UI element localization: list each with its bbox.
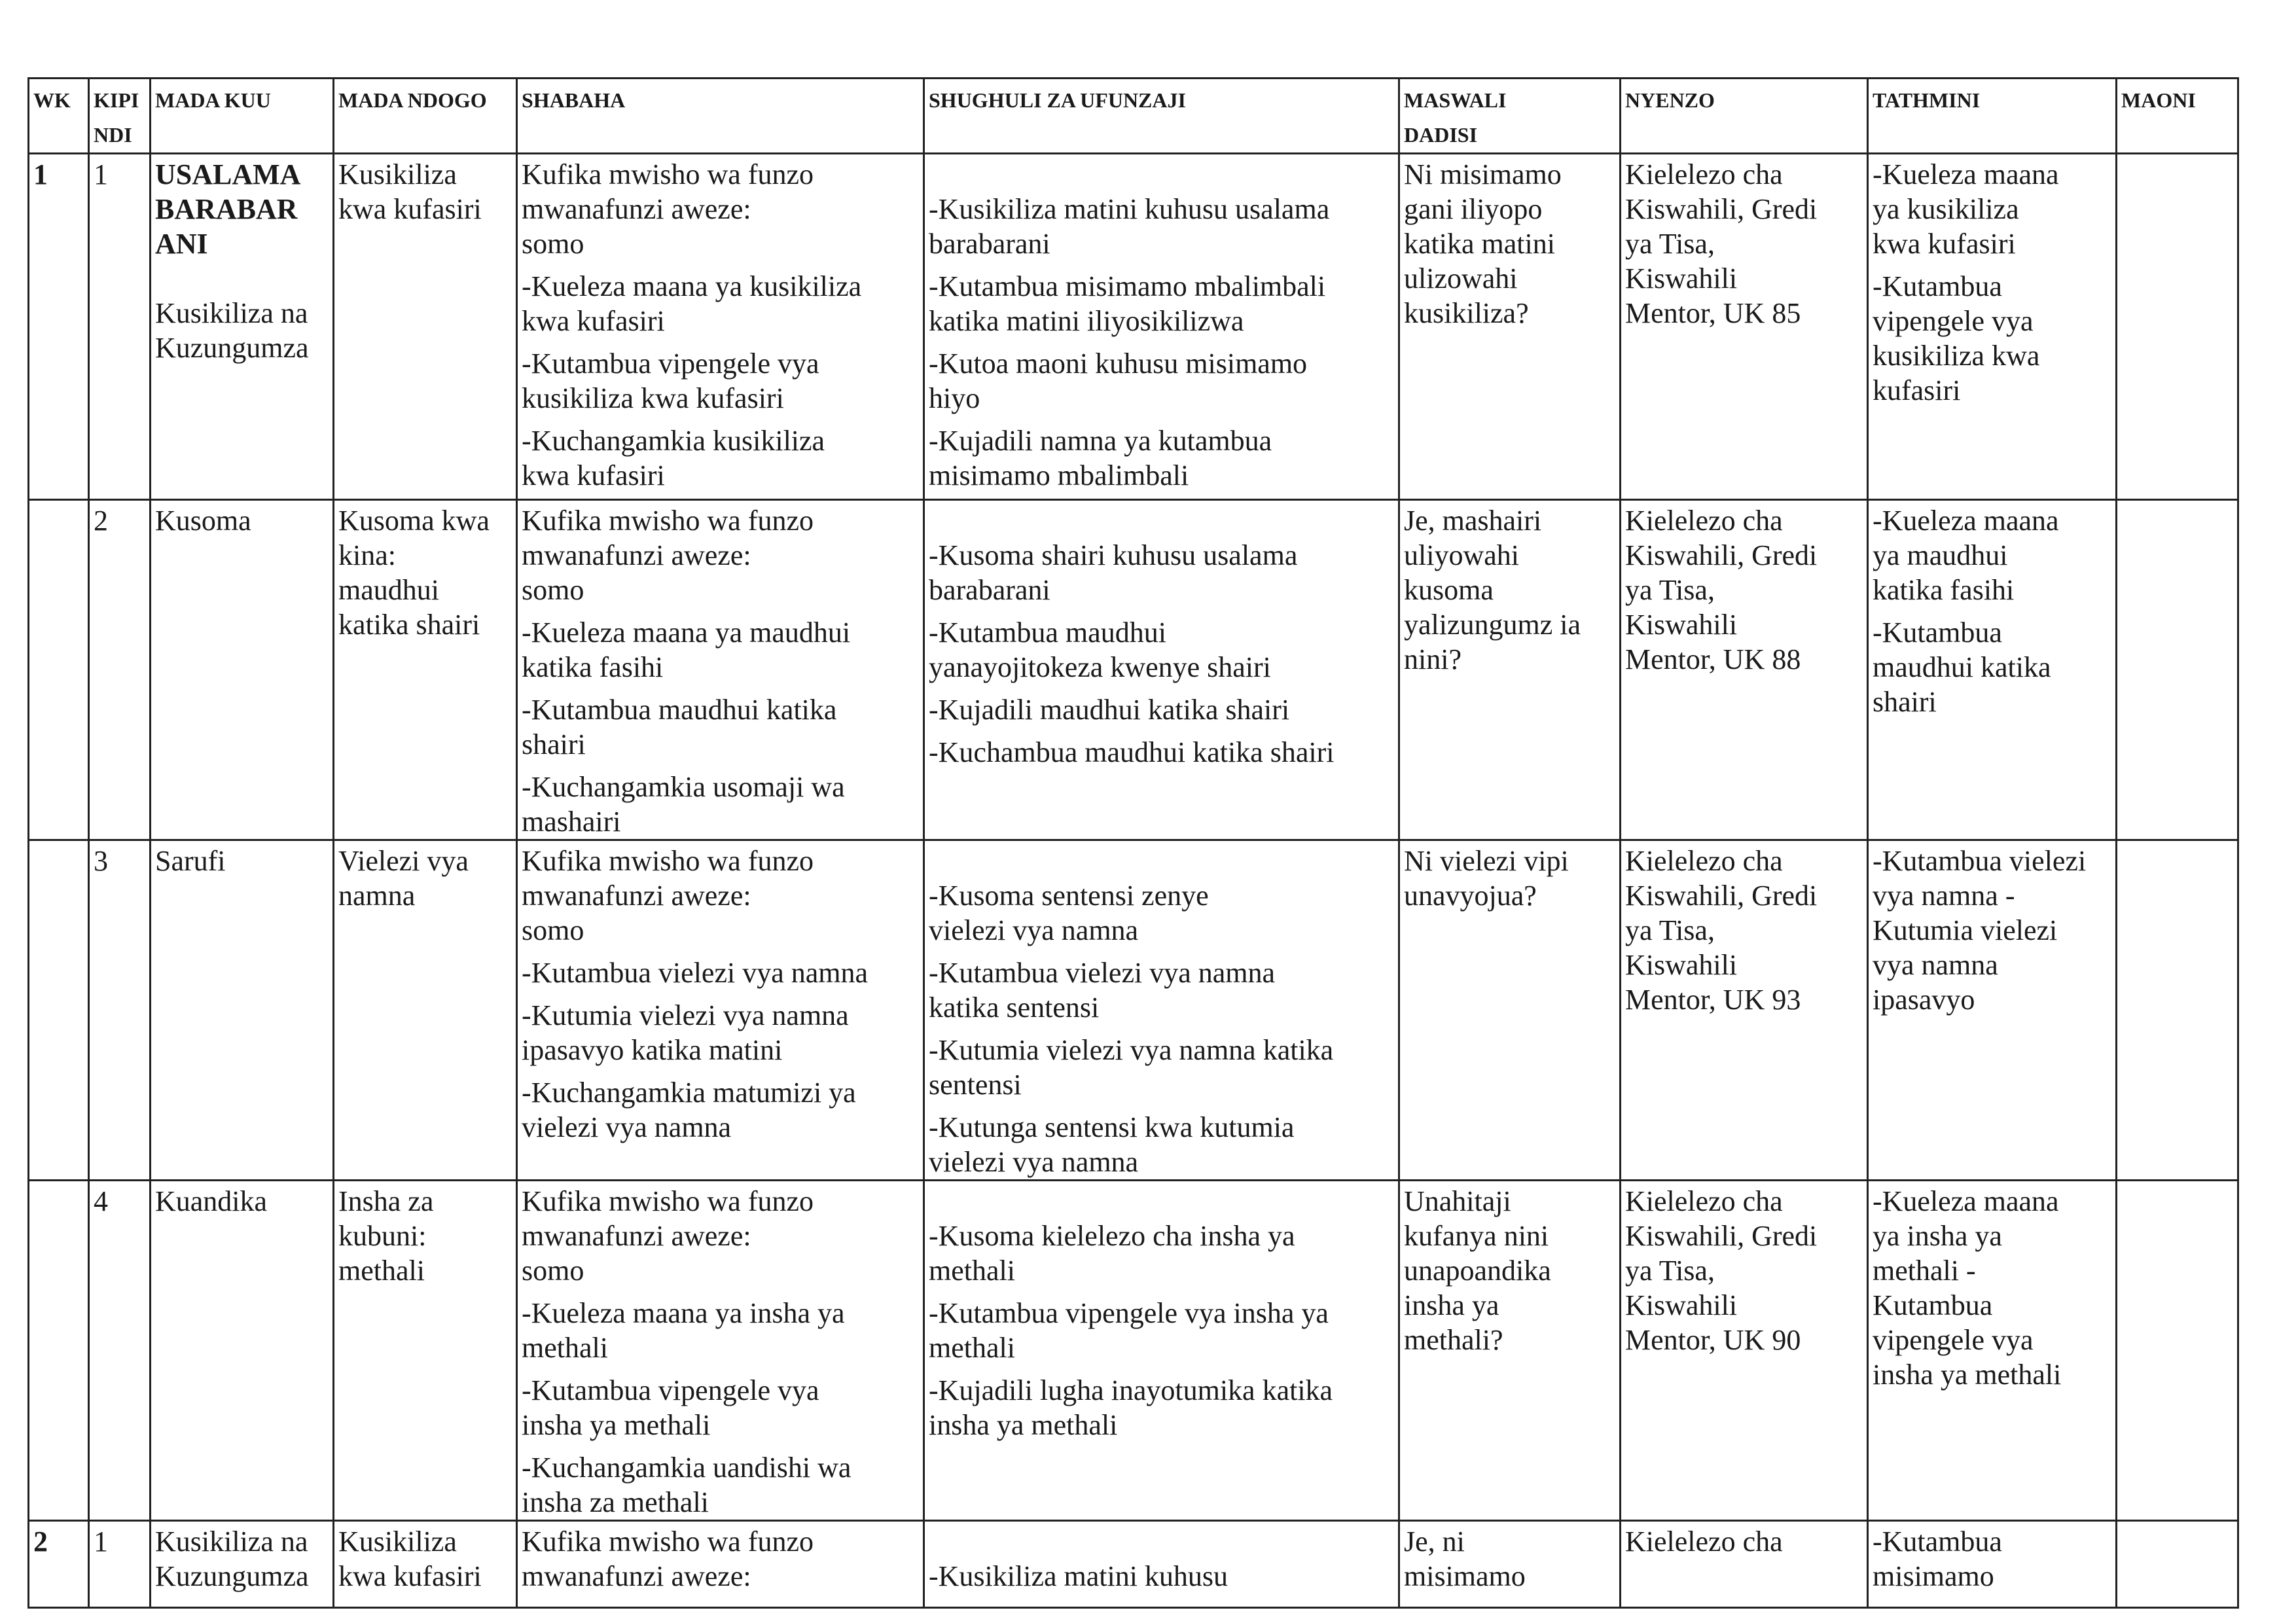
- tathmini-item: [1873, 844, 2113, 1017]
- shughuli-item-line: katika matini iliyosikilizwa: [929, 305, 1244, 337]
- nyenzo-line: Kielelezo cha: [1625, 505, 1783, 537]
- shabaha-item-line: -Kutambua maudhui katika: [522, 694, 837, 726]
- shabaha-cell: [517, 1181, 924, 1521]
- header-maswali: [1399, 79, 1621, 154]
- shabaha-item: [522, 1450, 920, 1520]
- nyenzo-line: Kielelezo cha: [1625, 158, 1783, 190]
- maswali-cell: [1399, 500, 1621, 840]
- tathmini-item: [1873, 269, 2113, 408]
- nyenzo-cell: [1621, 1181, 1868, 1521]
- shabaha-item-line: Kufika mwisho wa funzo: [522, 1525, 814, 1558]
- shabaha-item-line: mwanafunzi aweze:: [522, 880, 751, 912]
- shughuli-item-line: -Kutambua maudhui: [929, 616, 1166, 649]
- maswali-line: kufanya nini: [1404, 1220, 1549, 1252]
- shughuli-item: [929, 1373, 1395, 1442]
- tathmini-cell: [1868, 1181, 2117, 1521]
- nyenzo-line: Mentor, UK 88: [1625, 643, 1801, 675]
- header-mada-ndogo: MADA NDOGO: [334, 79, 517, 154]
- shabaha-item-line: -Kutambua vipengele vya: [522, 1374, 819, 1406]
- shughuli-item: [929, 1559, 1395, 1594]
- scheme-of-work-table: [27, 77, 2239, 1609]
- shabaha-item-line: vielezi vya namna: [522, 1111, 732, 1143]
- shabaha-item: [522, 1075, 920, 1145]
- maswali-line: Ni vielezi vipi: [1404, 845, 1569, 877]
- table-row: [29, 154, 2238, 500]
- shabaha-item: [522, 998, 920, 1067]
- maoni-cell: [2117, 1521, 2238, 1608]
- shabaha-item-line: ipasavyo katika matini: [522, 1034, 783, 1066]
- maswali-cell: [1399, 1181, 1621, 1521]
- shabaha-item-line: somo: [522, 228, 584, 260]
- mada-ndogo-cell: [334, 1521, 517, 1608]
- mada-ndogo-cell: [334, 500, 517, 840]
- week-cell: 1: [29, 154, 89, 500]
- shughuli-item-line: -Kusoma sentensi zenye: [929, 880, 1209, 912]
- shughuli-item: [929, 1033, 1395, 1102]
- nyenzo-line: Kielelezo cha: [1625, 845, 1783, 877]
- shughuli-item: [929, 423, 1395, 493]
- shabaha-item-line: -Kutumia vielezi vya namna: [522, 999, 849, 1031]
- shabaha-item: [522, 1524, 920, 1594]
- tathmini-item-line: shairi: [1873, 686, 1937, 718]
- shabaha-item: [522, 346, 920, 416]
- mada-ndogo-line: Vielezi vya: [338, 845, 469, 877]
- nyenzo-line: ya Tisa,: [1625, 914, 1715, 946]
- maswali-cell: [1399, 154, 1621, 500]
- tathmini-cell: [1868, 840, 2117, 1181]
- tathmini-item: [1873, 1184, 2113, 1392]
- header-nyenzo: NYENZO: [1621, 79, 1868, 154]
- mada-ndogo-line: maudhui: [338, 574, 439, 606]
- shabaha-item: [522, 615, 920, 685]
- mada-kuu-subtitle-line: Kusikiliza na: [155, 297, 308, 329]
- header-maswali-line: MASWALI: [1404, 88, 1507, 112]
- nyenzo-line: Kiswahili: [1625, 262, 1738, 294]
- header-mada-kuu: MADA KUU: [151, 79, 334, 154]
- tathmini-item-line: vipengele vya: [1873, 1324, 2034, 1356]
- maswali-cell: [1399, 1521, 1621, 1608]
- shughuli-item-line: -Kusikiliza matini kuhusu usalama: [929, 193, 1330, 225]
- nyenzo-cell: [1621, 500, 1868, 840]
- mada-ndogo-line: Kusikiliza: [338, 1525, 457, 1558]
- header-shughuli: SHUGHULI ZA UFUNZAJI: [924, 79, 1399, 154]
- shabaha-item-line: -Kueleza maana ya insha ya: [522, 1297, 845, 1329]
- tathmini-item-line: insha ya methali: [1873, 1359, 2062, 1391]
- shabaha-item: [522, 503, 920, 607]
- shabaha-item-line: somo: [522, 574, 584, 606]
- shabaha-item: [522, 692, 920, 762]
- maswali-line: ulizowahi: [1404, 262, 1518, 294]
- nyenzo-line: Kielelezo cha: [1625, 1185, 1783, 1217]
- mada-kuu-cell: [151, 500, 334, 840]
- shughuli-cell: [924, 500, 1399, 840]
- maswali-line: Je, ni: [1404, 1525, 1465, 1558]
- shabaha-item-line: kwa kufasiri: [522, 459, 665, 491]
- maoni-cell: [2117, 154, 2238, 500]
- shabaha-item-line: -Kuchangamkia uandishi wa: [522, 1452, 852, 1484]
- shabaha-item-line: mwanafunzi aweze:: [522, 1220, 751, 1252]
- tathmini-item: [1873, 1524, 2113, 1594]
- shabaha-item-line: kusikiliza kwa kufasiri: [522, 382, 784, 414]
- mada-ndogo-cell: [334, 840, 517, 1181]
- tathmini-item-line: misimamo: [1873, 1560, 1994, 1592]
- table-row: [29, 1521, 2238, 1608]
- shughuli-item: [929, 538, 1395, 607]
- mada-kuu-line: BARABAR: [155, 193, 298, 225]
- header-tathmini: TATHMINI: [1868, 79, 2117, 154]
- kipindi-cell: 3: [89, 840, 151, 1181]
- shabaha-item-line: -Kutambua vielezi vya namna: [522, 957, 869, 989]
- shabaha-item-line: -Kutambua vipengele vya: [522, 348, 819, 380]
- tathmini-item-line: -Kueleza maana: [1873, 1185, 2059, 1217]
- mada-kuu-cell: [151, 1521, 334, 1608]
- shabaha-cell: [517, 840, 924, 1181]
- mada-kuu-line: ANI: [155, 228, 208, 260]
- week-cell: [29, 1181, 89, 1521]
- tathmini-item: [1873, 503, 2113, 607]
- nyenzo-line: Mentor, UK 90: [1625, 1324, 1801, 1356]
- shughuli-cell: [924, 840, 1399, 1181]
- mada-ndogo-line: kina:: [338, 539, 396, 571]
- shughuli-item-line: -Kutunga sentensi kwa kutumia: [929, 1111, 1295, 1143]
- shabaha-item: [522, 955, 920, 990]
- mada-kuu-cell: [151, 1181, 334, 1521]
- nyenzo-line: Kiswahili, Gredi: [1625, 1220, 1818, 1252]
- shughuli-cell: [924, 1521, 1399, 1608]
- shughuli-item-line: katika sentensi: [929, 991, 1100, 1024]
- shabaha-item-line: -Kuchangamkia usomaji wa: [522, 771, 845, 803]
- table-row: [29, 500, 2238, 840]
- shughuli-item-line: -Kusikiliza matini kuhusu: [929, 1560, 1229, 1592]
- shabaha-item: [522, 770, 920, 839]
- shabaha-item: [522, 157, 920, 261]
- shughuli-item-line: -Kujadili maudhui katika shairi: [929, 694, 1290, 726]
- header-maoni: MAONI: [2117, 79, 2238, 154]
- maswali-line: Unahitaji: [1404, 1185, 1511, 1217]
- maswali-cell: [1399, 840, 1621, 1181]
- shughuli-item-line: -Kujadili lugha inayotumika katika: [929, 1374, 1333, 1406]
- shabaha-item-line: mwanafunzi aweze:: [522, 1560, 751, 1592]
- table-row: [29, 840, 2238, 1181]
- shughuli-item: [929, 1296, 1395, 1365]
- shughuli-item-line: -Kutambua vipengele vya insha ya: [929, 1297, 1329, 1329]
- shughuli-item-line: methali: [929, 1332, 1015, 1364]
- tathmini-item-line: katika fasihi: [1873, 574, 2015, 606]
- nyenzo-line: Kiswahili, Gredi: [1625, 539, 1818, 571]
- mada-kuu-line: USALAMA: [155, 158, 301, 190]
- shughuli-item-line: -Kuchambua maudhui katika shairi: [929, 736, 1335, 768]
- nyenzo-line: Kielelezo cha: [1625, 1525, 1783, 1558]
- kipindi-cell: 1: [89, 154, 151, 500]
- maswali-line: methali?: [1404, 1324, 1503, 1356]
- shabaha-item-line: insha za methali: [522, 1486, 709, 1518]
- tathmini-item-line: Kutumia vielezi: [1873, 914, 2058, 946]
- shabaha-cell: [517, 500, 924, 840]
- shughuli-item: [929, 269, 1395, 338]
- shughuli-item-line: -Kutambua misimamo mbalimbali: [929, 270, 1326, 302]
- nyenzo-line: ya Tisa,: [1625, 574, 1715, 606]
- nyenzo-line: Kiswahili, Gredi: [1625, 880, 1818, 912]
- shughuli-item-line: insha ya methali: [929, 1409, 1118, 1441]
- shughuli-item: [929, 615, 1395, 685]
- mada-ndogo-line: methali: [338, 1255, 425, 1287]
- tathmini-item-line: kufasiri: [1873, 374, 1961, 406]
- shabaha-item-line: -Kueleza maana ya kusikiliza: [522, 270, 862, 302]
- nyenzo-cell: [1621, 840, 1868, 1181]
- maswali-line: Ni misimamo: [1404, 158, 1562, 190]
- tathmini-item: [1873, 157, 2113, 261]
- kipindi-cell: 2: [89, 500, 151, 840]
- shabaha-item-line: katika fasihi: [522, 651, 664, 683]
- maswali-line: unapoandika: [1404, 1255, 1551, 1287]
- maswali-line: katika matini: [1404, 228, 1555, 260]
- week-cell: [29, 500, 89, 840]
- shughuli-item-line: barabarani: [929, 574, 1050, 606]
- mada-ndogo-line: Kusoma kwa: [338, 505, 490, 537]
- tathmini-item-line: kwa kufasiri: [1873, 228, 2016, 260]
- shughuli-item-line: -Kujadili namna ya kutambua: [929, 425, 1272, 457]
- shughuli-item-line: -Kusoma kielelezo cha insha ya: [929, 1220, 1295, 1252]
- tathmini-item-line: vya namna -: [1873, 880, 2015, 912]
- tathmini-item-line: kusikiliza kwa: [1873, 340, 2040, 372]
- nyenzo-line: Kiswahili: [1625, 1289, 1738, 1321]
- kipindi-cell: 4: [89, 1181, 151, 1521]
- shabaha-item-line: -Kueleza maana ya maudhui: [522, 616, 851, 649]
- shabaha-item-line: mwanafunzi aweze:: [522, 539, 751, 571]
- header-maswali-line: DADISI: [1404, 123, 1478, 147]
- header-kipindi-line: NDI: [94, 123, 132, 147]
- mada-ndogo-line: namna: [338, 880, 416, 912]
- tathmini-item-line: -Kueleza maana: [1873, 505, 2059, 537]
- shughuli-item-line: -Kutambua vielezi vya namna: [929, 957, 1276, 989]
- header-kipindi-line: KIPI: [94, 88, 139, 112]
- nyenzo-line: Mentor, UK 85: [1625, 297, 1801, 329]
- tathmini-item-line: -Kutambua: [1873, 1525, 2002, 1558]
- mada-kuu-cell: [151, 840, 334, 1181]
- shabaha-item-line: Kufika mwisho wa funzo: [522, 158, 814, 190]
- shabaha-item: [522, 1373, 920, 1442]
- shabaha-item-line: shairi: [522, 728, 586, 760]
- maswali-line: Je, mashairi: [1404, 505, 1542, 537]
- shughuli-cell: [924, 1181, 1399, 1521]
- tathmini-cell: [1868, 500, 2117, 840]
- nyenzo-line: ya Tisa,: [1625, 228, 1715, 260]
- shabaha-item-line: -Kuchangamkia matumizi ya: [522, 1077, 856, 1109]
- tathmini-item-line: -Kutambua vielezi: [1873, 845, 2087, 877]
- mada-ndogo-line: kwa kufasiri: [338, 1560, 482, 1592]
- shughuli-item-line: misimamo mbalimbali: [929, 459, 1189, 491]
- shabaha-item: [522, 1184, 920, 1288]
- week-cell: [29, 840, 89, 1181]
- nyenzo-line: Kiswahili: [1625, 609, 1738, 641]
- shabaha-item-line: -Kuchangamkia kusikiliza: [522, 425, 825, 457]
- mada-kuu-subtitle-line: Kuzungumza: [155, 332, 309, 364]
- shughuli-item: [929, 192, 1395, 261]
- header-wk: WK: [29, 79, 89, 154]
- shughuli-item-line: barabarani: [929, 228, 1050, 260]
- mada-kuu-line: Sarufi: [155, 845, 226, 877]
- nyenzo-cell: [1621, 154, 1868, 500]
- tathmini-cell: [1868, 1521, 2117, 1608]
- tathmini-item-line: ya kusikiliza: [1873, 193, 2019, 225]
- shughuli-item-line: vielezi vya namna: [929, 914, 1139, 946]
- shughuli-cell: [924, 154, 1399, 500]
- nyenzo-line: ya Tisa,: [1625, 1255, 1715, 1287]
- shughuli-item: [929, 878, 1395, 948]
- tathmini-item-line: -Kueleza maana: [1873, 158, 2059, 190]
- mada-ndogo-line: Insha za: [338, 1185, 434, 1217]
- nyenzo-line: Kiswahili: [1625, 949, 1738, 981]
- tathmini-item-line: methali -: [1873, 1255, 1976, 1287]
- maswali-line: gani iliyopo: [1404, 193, 1543, 225]
- mada-ndogo-cell: [334, 154, 517, 500]
- shabaha-item-line: mwanafunzi aweze:: [522, 193, 751, 225]
- shughuli-item: [929, 1219, 1395, 1288]
- shughuli-item-line: methali: [929, 1255, 1015, 1287]
- shabaha-item-line: insha ya methali: [522, 1409, 711, 1441]
- shughuli-item-line: hiyo: [929, 382, 980, 414]
- maswali-line: kusikiliza?: [1404, 297, 1529, 329]
- table-row: [29, 1181, 2238, 1521]
- maswali-line: insha ya: [1404, 1289, 1499, 1321]
- maswali-line: uliyowahi: [1404, 539, 1519, 571]
- tathmini-item-line: ya insha ya: [1873, 1220, 2002, 1252]
- shughuli-item-line: -Kusoma shairi kuhusu usalama: [929, 539, 1298, 571]
- mada-kuu-cell: [151, 154, 334, 500]
- shabaha-cell: [517, 1521, 924, 1608]
- shughuli-item: [929, 735, 1395, 770]
- nyenzo-line: Kiswahili, Gredi: [1625, 193, 1818, 225]
- tathmini-item: [1873, 615, 2113, 719]
- maoni-cell: [2117, 500, 2238, 840]
- maoni-cell: [2117, 840, 2238, 1181]
- tathmini-item-line: -Kutambua: [1873, 270, 2002, 302]
- shughuli-item-line: -Kutumia vielezi vya namna katika: [929, 1034, 1334, 1066]
- shughuli-item: [929, 1110, 1395, 1179]
- shughuli-item-line: vielezi vya namna: [929, 1146, 1139, 1178]
- header-shabaha: SHABAHA: [517, 79, 924, 154]
- shabaha-item-line: kwa kufasiri: [522, 305, 665, 337]
- header-kipindi: [89, 79, 151, 154]
- tathmini-item-line: ya maudhui: [1873, 539, 2008, 571]
- shabaha-cell: [517, 154, 924, 500]
- mada-kuu-line: Kuzungumza: [155, 1560, 309, 1592]
- shabaha-item-line: mashairi: [522, 806, 621, 838]
- tathmini-item-line: Kutambua: [1873, 1289, 1993, 1321]
- shughuli-item-line: yanayojitokeza kwenye shairi: [929, 651, 1271, 683]
- mada-ndogo-line: katika shairi: [338, 609, 480, 641]
- shabaha-item-line: Kufika mwisho wa funzo: [522, 845, 814, 877]
- shabaha-item-line: methali: [522, 1332, 608, 1364]
- maswali-line: misimamo: [1404, 1560, 1526, 1592]
- tathmini-item-line: -Kutambua: [1873, 616, 2002, 649]
- mada-ndogo-cell: [334, 1181, 517, 1521]
- mada-kuu-line: Kusoma: [155, 505, 251, 537]
- kipindi-cell: 1: [89, 1521, 151, 1608]
- shughuli-item: [929, 692, 1395, 727]
- tathmini-cell: [1868, 154, 2117, 500]
- shughuli-item: [929, 346, 1395, 416]
- mada-kuu-line: Kusikiliza na: [155, 1525, 308, 1558]
- mada-ndogo-line: kwa kufasiri: [338, 193, 482, 225]
- shughuli-item-line: -Kutoa maoni kuhusu misimamo: [929, 348, 1308, 380]
- maswali-line: kusoma: [1404, 574, 1494, 606]
- tathmini-item-line: vipengele vya: [1873, 305, 2034, 337]
- shughuli-item-line: sentensi: [929, 1069, 1022, 1101]
- shabaha-item-line: somo: [522, 1255, 584, 1287]
- tathmini-item-line: maudhui katika: [1873, 651, 2051, 683]
- shabaha-item: [522, 1296, 920, 1365]
- nyenzo-cell: [1621, 1521, 1868, 1608]
- nyenzo-line: Mentor, UK 93: [1625, 984, 1801, 1016]
- shabaha-item: [522, 269, 920, 338]
- tathmini-item-line: ipasavyo: [1873, 984, 1975, 1016]
- maswali-line: yalizungumz ia: [1404, 609, 1581, 641]
- shabaha-item-line: Kufika mwisho wa funzo: [522, 505, 814, 537]
- shabaha-item: [522, 844, 920, 948]
- header-row: [29, 79, 2238, 154]
- maswali-line: unavyojua?: [1404, 880, 1537, 912]
- week-cell: 2: [29, 1521, 89, 1608]
- maoni-cell: [2117, 1181, 2238, 1521]
- tathmini-item-line: vya namna: [1873, 949, 1998, 981]
- shughuli-item: [929, 955, 1395, 1025]
- shabaha-item-line: somo: [522, 914, 584, 946]
- maswali-line: nini?: [1404, 643, 1462, 675]
- mada-kuu-subtitle: [155, 296, 330, 365]
- mada-ndogo-line: Kusikiliza: [338, 158, 457, 190]
- shabaha-item: [522, 423, 920, 493]
- mada-ndogo-line: kubuni:: [338, 1220, 427, 1252]
- shabaha-item-line: Kufika mwisho wa funzo: [522, 1185, 814, 1217]
- mada-kuu-line: Kuandika: [155, 1185, 268, 1217]
